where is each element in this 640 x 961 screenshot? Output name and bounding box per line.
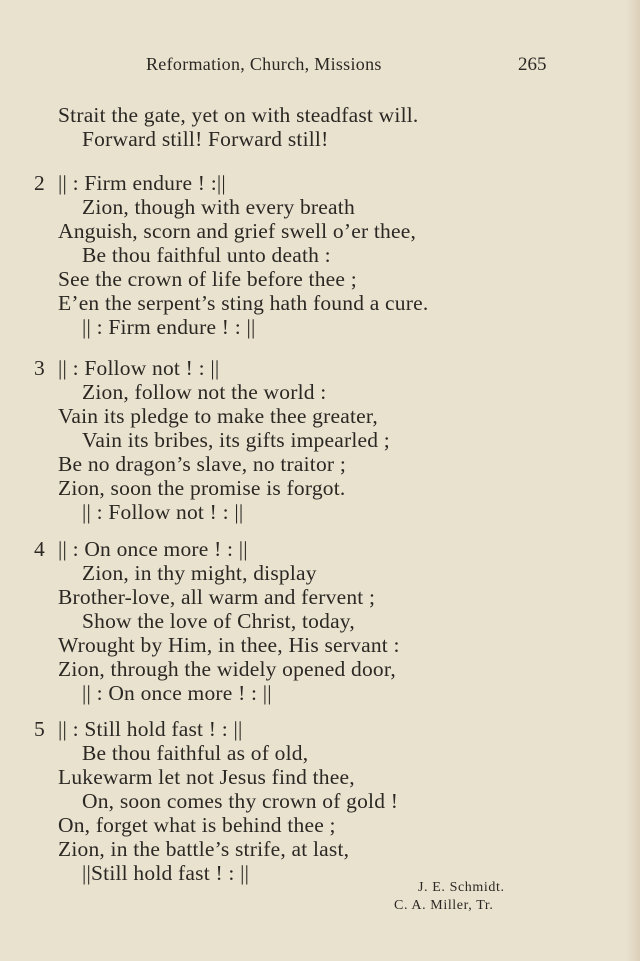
page-edge-shading <box>626 0 640 961</box>
stanza-2-line-4: Be thou faithful unto death : <box>82 243 331 267</box>
stanza-2-line-1: || : Firm endure ! :|| <box>58 171 226 195</box>
stanza-3-line-3: Vain its pledge to make thee greater, <box>58 404 378 428</box>
stanza-5-line-4: On, soon comes thy crown of gold ! <box>82 789 399 813</box>
stanza-number: 2 <box>34 171 45 195</box>
stanza-2-line-3: Anguish, scorn and grief swell o’er thee, <box>58 219 417 243</box>
stanza-4-line-2: Zion, in thy might, display <box>82 561 317 585</box>
stanza-5-line-7: ||Still hold fast ! : || <box>82 861 250 885</box>
stanza-number: 3 <box>34 356 45 380</box>
stanza-1-line-2: Forward still! Forward still! <box>82 127 329 151</box>
stanza-5-line-3: Lukewarm let not Jesus find thee, <box>58 765 355 789</box>
stanza-number: 5 <box>34 717 45 741</box>
stanza-5-line-6: Zion, in the battle’s strife, at last, <box>58 837 350 861</box>
stanza-2-line-6: E’en the serpent’s sting hath found a cure. <box>58 291 429 315</box>
stanza-4-line-1: || : On once more ! : || <box>58 537 248 561</box>
translator-credit: C. A. Miller, Tr. <box>394 898 494 913</box>
stanza-2-line-5: See the crown of life before thee ; <box>58 267 357 291</box>
stanza-5-line-1: || : Still hold fast ! : || <box>58 717 243 741</box>
stanza-3-line-2: Zion, follow not the world : <box>82 380 327 404</box>
stanza-1-line-1: Strait the gate, yet on with steadfast will. <box>58 103 419 127</box>
stanza-4-line-6: Zion, through the widely opened door, <box>58 657 396 681</box>
stanza-3-line-7: || : Follow not ! : || <box>82 500 244 524</box>
stanza-number: 4 <box>34 537 45 561</box>
stanza-4-line-5: Wrought by Him, in thee, His servant : <box>58 633 400 657</box>
stanza-5-line-2: Be thou faithful as of old, <box>82 741 309 765</box>
stanza-3-line-6: Zion, soon the promise is forgot. <box>58 476 346 500</box>
stanza-3-line-4: Vain its bribes, its gifts impearled ; <box>82 428 390 452</box>
stanza-3-line-1: || : Follow not ! : || <box>58 356 220 380</box>
stanza-5-line-5: On, forget what is behind thee ; <box>58 813 336 837</box>
stanza-4-line-4: Show the love of Christ, today, <box>82 609 355 633</box>
running-title: Reformation, Church, Missions <box>146 54 382 74</box>
stanza-3-line-5: Be no dragon’s slave, no traitor ; <box>58 452 347 476</box>
stanza-2-line-2: Zion, though with every breath <box>82 195 355 219</box>
stanza-4-line-7: || : On once more ! : || <box>82 681 272 705</box>
stanza-2-line-7: || : Firm endure ! : || <box>82 315 256 339</box>
page-number: 265 <box>518 54 547 75</box>
author-credit: J. E. Schmidt. <box>418 880 505 895</box>
stanza-4-line-3: Brother-love, all warm and fervent ; <box>58 585 376 609</box>
page-header <box>0 54 640 80</box>
